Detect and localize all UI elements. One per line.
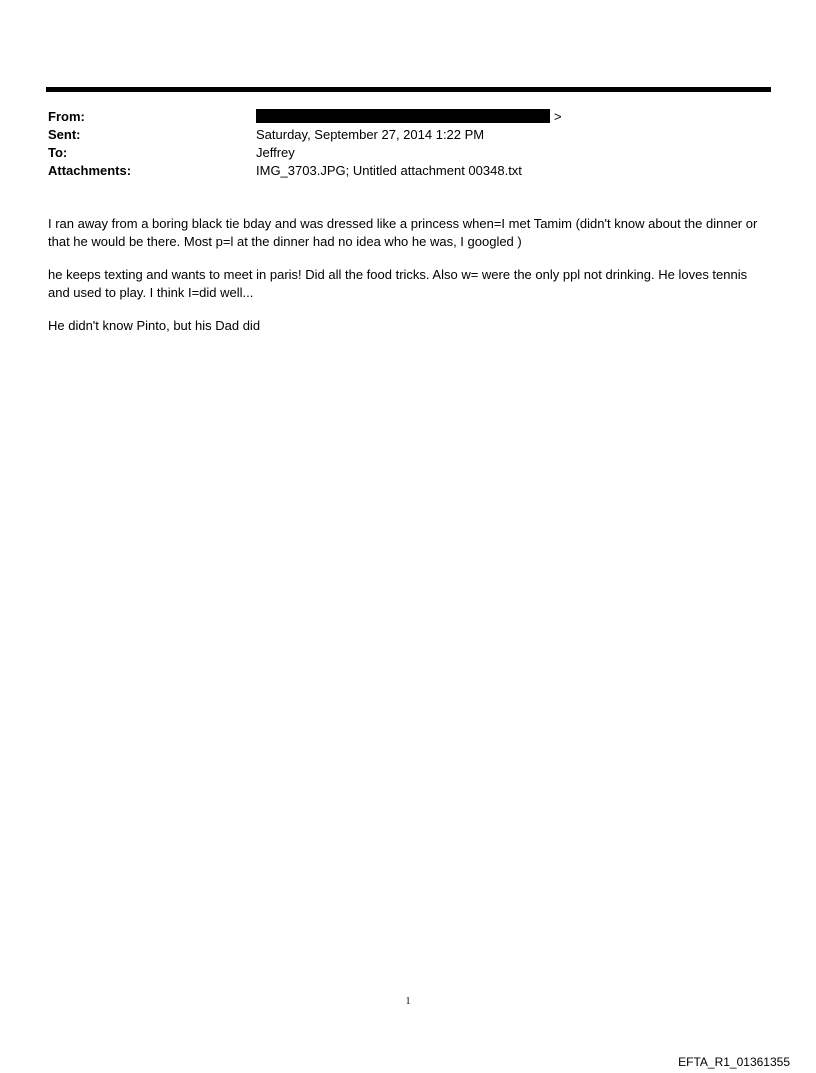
sent-value: Saturday, September 27, 2014 1:22 PM [256, 127, 485, 142]
from-row [48, 108, 768, 126]
sent-label: Sent: [48, 127, 81, 142]
sent-row [48, 126, 768, 144]
body-paragraph: I ran away from a boring black tie bday and was dressed like a princess when=I met Tamim (didn't know about the dinner or that he would be there. Most p=l at the dinner had no idea who he was, I googled ) [48, 216, 758, 249]
email-body [48, 215, 768, 350]
redaction-block [256, 109, 550, 123]
attachments-value: IMG_3703.JPG; Untitled attachment 00348.txt [256, 163, 522, 178]
to-value: Jeffrey [256, 145, 295, 160]
body-paragraph: He didn't know Pinto, but his Dad did [48, 318, 261, 333]
page-number: 1 [405, 996, 411, 1007]
attachments-row [48, 162, 768, 180]
attachments-label: Attachments: [48, 163, 132, 178]
email-header [48, 108, 768, 180]
from-label: From: [48, 109, 85, 124]
body-paragraph: he keeps texting and wants to meet in paris! Did all the food tricks. Also w= were the only ppl not drinking. He loves tennis and used to play. I think I=did well... [48, 267, 748, 300]
from-value-suffix: > [554, 109, 562, 124]
to-label: To: [48, 145, 68, 160]
document-id: EFTA_R1_01361355 [678, 1055, 790, 1069]
header-divider [46, 87, 771, 92]
from-value [256, 108, 768, 126]
to-row [48, 144, 768, 162]
